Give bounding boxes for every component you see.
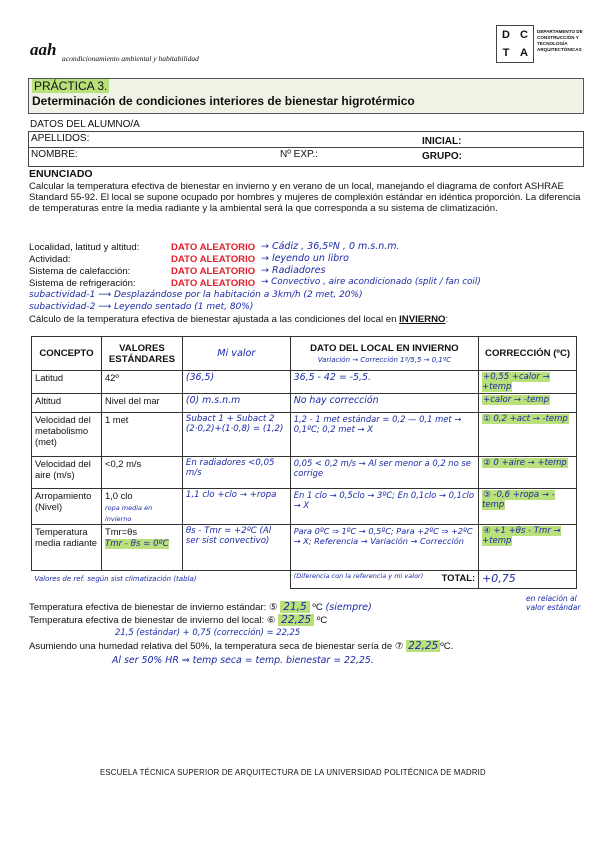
corr-value: +0,55 +calor → +temp (482, 372, 550, 392)
dato-cell: 0,05 < 0,2 m/s → Al ser menor a 0,2 no se corrige (290, 457, 478, 489)
std-value: 1,0 clo (104, 490, 133, 501)
student-section-label: DATOS DEL ALUMNO/A (30, 119, 140, 130)
nombre-label: NOMBRE: (31, 149, 78, 160)
humidity-note: Al ser 50% HR ⇒ temp seca = temp. bienestar = 22,25. (112, 655, 374, 666)
table-row (32, 413, 577, 457)
total-label: TOTAL: (441, 572, 476, 583)
result-calc: 21,5 (estándar) + 0,75 (corrección) = 22,25 (115, 627, 301, 637)
total-value: +0,75 (479, 571, 577, 589)
header-valores: VALORES ESTÁNDARES (101, 337, 182, 371)
mi-cell: θs - Tmr = +2ºC (Al ser sist convectivo) (182, 525, 290, 571)
result-line-3 (29, 640, 453, 652)
handwritten-answer: → Radiadores (261, 265, 326, 276)
dato-cell: En 1 clo → 0,5clo → 3ºC; En 0,1clo → 0,1clo → X (290, 489, 478, 525)
enunciado-heading: ENUNCIADO (29, 168, 93, 180)
under-note-2: (Diferencia con la referencia y mi valor) (293, 572, 424, 580)
nexp-label: Nº EXP.: (280, 149, 318, 160)
school-footer: ESCUELA TÉCNICA SUPERIOR DE ARQUITECTURA DE LA UNIVERSIDAD POLITÉCNICA DE MADRID (100, 768, 486, 777)
dato-aleatorio: DATO ALEATORIO (171, 242, 256, 253)
result-value: 22,25 (278, 614, 314, 626)
department-name: DEPARTAMENTO DE CONSTRUCCIÓN Y TECNOLOGÍA ARQUITECTÓNICAS (537, 29, 583, 52)
dato-cell: 1,2 - 1 met estándar = 0,2 — 0,1 met → 0,1ºC; 0,2 met → X (290, 413, 478, 457)
logo-subtitle: acondicionamiento ambiental y habitabilidad (62, 54, 199, 63)
dcta-t: T (502, 47, 510, 59)
side-note: en relación al valor estándar (526, 594, 581, 612)
dato-aleatorio: DATO ALEATORIO (171, 278, 256, 289)
corr-value: ② 0 +aire → +temp (483, 458, 567, 468)
result-label: Temperatura efectiva de bienestar de invierno del local: (29, 615, 265, 626)
mi-cell: En radiadores <0,05 m/s (182, 457, 290, 489)
header-mi-valor (182, 337, 290, 371)
under-note-1: Valores de ref. según sist climatización (tabla) (34, 575, 197, 583)
corr-cell (479, 394, 577, 413)
dato-aleatorio: DATO ALEATORIO (171, 266, 256, 277)
mi-cell: (36,5) (182, 371, 290, 394)
result-unit: ºC (316, 615, 328, 626)
grupo-label: GRUPO: (422, 151, 462, 162)
corr-value: +calor → -temp (483, 395, 549, 405)
dcta-c: C (520, 29, 528, 41)
handwritten-answer: → Cádiz , 36,5ºN , 0 m.s.n.m. (261, 241, 400, 252)
calc-instruction (29, 314, 448, 325)
corr-value: ① 0,2 +act → -temp (483, 414, 568, 424)
corr-cell (479, 457, 577, 489)
result-value: 21,5 (280, 601, 309, 613)
std-cell (101, 489, 182, 525)
total-row (32, 571, 577, 589)
corr-cell (479, 525, 577, 571)
table-row (32, 457, 577, 489)
dato-cell: Para 0ºC ⇒ 1ºC → 0,5ºC; Para +2ºC ⇒ +2ºC → X; Referencia → Variación → Corrección (290, 525, 478, 571)
dcta-a: A (520, 47, 528, 59)
condition-label: Localidad, latitud y altitud: (29, 242, 140, 253)
apellidos-label: APELLIDOS: (31, 133, 90, 144)
dcta-logo (496, 25, 534, 63)
mi-cell: (0) m.s.n.m (182, 394, 290, 413)
aah-logo: aah (30, 40, 57, 59)
student-row-divider (28, 147, 584, 148)
winter-table (31, 336, 577, 589)
concepto-cell: Latitud (32, 371, 102, 394)
std-cell: <0,2 m/s (101, 457, 182, 489)
corr-value: ③ -0,6 +ropa → -temp (482, 490, 555, 510)
std-note: ropa media en invierno (104, 504, 153, 523)
std-highlight: Tmr - θs = 0ºC (104, 539, 169, 549)
condition-label: Actividad: (29, 254, 71, 265)
handwritten-answer: → Convectivo , aire acondicionado (split / fan coil) (261, 277, 481, 287)
result-unit: ºC (312, 602, 323, 613)
result-value: 22,25 (408, 640, 439, 652)
result-unit: ºC. (440, 641, 454, 652)
concepto-cell: Temperatura media radiante (32, 525, 102, 571)
concepto-cell: Velocidad del aire (m/s) (32, 457, 102, 489)
result-number: ⑤ (269, 602, 278, 613)
concepto-cell: Velocidad del metabolismo (met) (32, 413, 102, 457)
table-row (32, 525, 577, 571)
total-label-cell (290, 571, 478, 589)
calc-colon: : (445, 314, 449, 325)
std-cell (101, 525, 182, 571)
calc-text: Cálculo de la temperatura efectiva de bienestar ajustada a las condiciones del local en (29, 314, 400, 325)
enunciado-text: Calcular la temperatura efectiva de bienestar en invierno y en verano de un local, manejando el diagrama de confort ASHRAE Standard 55-92. El local se supone ocupado por hombres y mujeres de complexión estándar en idéntica proporción. La diferencia de temperaturas entre la media radiante y la ambiental será la que corresponda a su sistema de climatización. (29, 181, 581, 214)
condition-label: Sistema de calefacción: (29, 266, 131, 277)
mi-valor-label: Mi valor (217, 348, 256, 359)
header-concepto: CONCEPTO (32, 337, 102, 371)
mi-cell: 1,1 clo +clo → +ropa (182, 489, 290, 525)
dato-cell: No hay corrección (290, 394, 478, 413)
dato-cell: 36,5 - 42 = -5,5. (290, 371, 478, 394)
corr-cell (479, 413, 577, 457)
corr-cell (479, 371, 577, 394)
dato-local-label: DATO DEL LOCAL EN INVIERNO (310, 342, 459, 354)
practica-label: PRÁCTICA 3. (34, 79, 108, 93)
handwritten-answer: → leyendo un libro (261, 253, 349, 264)
std-cell: Nivel del mar (101, 394, 182, 413)
header-correccion: CORRECCIÓN (ºC) (479, 337, 577, 371)
concepto-cell: Altitud (32, 394, 102, 413)
subactivity-1: subactividad-1 ⟶ Desplazándose por la habitación a 3km/h (2 met, 20%) (29, 290, 363, 300)
table-row (32, 371, 577, 394)
corr-cell (479, 489, 577, 525)
header-dato-local (290, 337, 478, 371)
std-cell: 42º (101, 371, 182, 394)
subactivity-2: subactividad-2 ⟶ Leyendo sentado (1 met, 80%) (29, 302, 254, 312)
calc-season: INVIERNO (399, 314, 446, 325)
std-cell: 1 met (101, 413, 182, 457)
result-label: Temperatura efectiva de bienestar de invierno estándar: (29, 602, 267, 613)
page-title: Determinación de condiciones interiores de bienestar higrotérmico (32, 94, 415, 108)
result-label: Asumiendo una humedad relativa del 50%, la temperatura seca de bienestar sería de (29, 641, 393, 652)
header-note: Variación → Corrección 1º/5,5 → 0,1ºC (317, 355, 452, 364)
mi-cell: Subact 1 + Subact 2 (2·0,2)+(1·0,8) = (1,2) (182, 413, 290, 457)
condition-label: Sistema de refrigeración: (29, 278, 136, 289)
dato-aleatorio: DATO ALEATORIO (171, 254, 256, 265)
corr-value: ④ +1 +θs - Tmr → +temp (482, 526, 561, 546)
result-line-2 (29, 614, 327, 626)
inicial-label: INICIAL: (422, 136, 462, 147)
dcta-d: D (502, 29, 510, 41)
result-note: (siempre) (325, 602, 372, 613)
table-row (32, 394, 577, 413)
result-number: ⑥ (266, 615, 276, 626)
result-number: ⑦ (394, 641, 404, 652)
result-line-1 (29, 601, 372, 613)
table-row (32, 489, 577, 525)
std-value: Tmr=θs (104, 526, 138, 537)
concepto-cell: Arropamiento (Nivel) (32, 489, 102, 525)
under-notes-cell (32, 571, 291, 589)
